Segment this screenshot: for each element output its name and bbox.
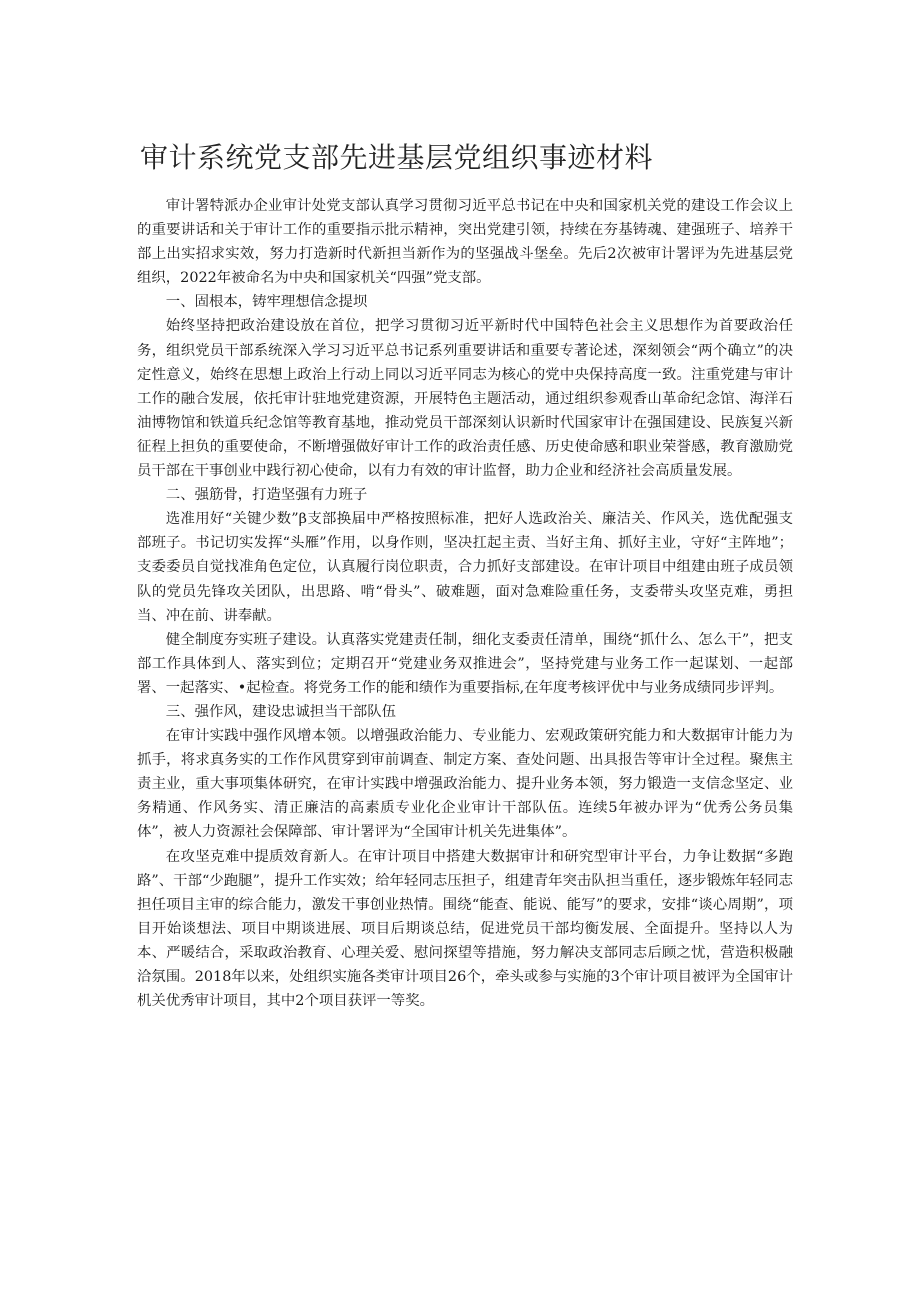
- document-body: [137, 194, 793, 1013]
- section-heading-1: 一、固根本，铸牢理想信念提坝: [165, 294, 368, 311]
- section-heading-3: 三、强作风，建设忠诚担当干部队伍: [165, 703, 397, 720]
- document-title: 审计系统党支部先进基层党组织事迹材料: [140, 141, 654, 174]
- section-2-paragraph-2: 健全制度夯实班子建设。认真落实党建责任制，细化支委责任清单，围绕“抓什么、怎么干”，把支部工作具体到人、落实到位；定期召开“党建业务双推进会”，坚持党建与业务工作一起谋划、一起部署、一起落实、•起检查。将党务工作的能和绩作为重要指标,在年度考核评优中与业务成绩同步评判。: [137, 631, 793, 696]
- section-3-paragraph-1: 在审计实践中强作风增本领。以增强政治能力、专业能力、宏观政策研究能力和大数据审计能力为抓手，将求真务实的工作作风贯穿到审前调查、制定方案、查处问题、出具报告等审计全过程。聚焦主责主业，重大事项集体研究，在审计实践中增强政治能力、提升业务本领，努力锻造一支信念坚定、业务精通、作风务实、清正廉洁的高素质专业化企业审计干部队伍。连续5年被办评为“优秀公务员集体”，被人力资源社会保障部、审计署评为“全国审计机关先进集体”。: [137, 728, 793, 841]
- intro-paragraph: 审计署特派办企业审计处党支部认真学习贯彻习近平总书记在中央和国家机关党的建设工作会议上的重要讲话和关于审计工作的重要指示批示精神，突出党建引领，持续在夯基铸魂、建强班子、培养干部上出实招求实效，努力打造新时代新担当新作为的坚强战斗堡垒。先后2次被审计署评为先进基层党组织，2022年被命名为中央和国家机关“四强”党支部。: [137, 198, 793, 287]
- section-heading-2: 二、强筋骨，打造坚强有力班子: [165, 487, 368, 504]
- section-2-paragraph-1: 选准用好“关键少数”β支部换届中严格按照标准，把好人选政治关、廉洁关、作风关，选优配强支部班子。书记切实发挥“头雁”作用，以身作则，坚决扛起主责、当好主角、抓好主业，守好“主阵地”；支委委员自觉找准角色定位，认真履行岗位职责，合力抓好支部建设。在审计项目中组建由班子成员领队的党员先锋攻关团队，出思路、啃“骨头”、破难题，面对急难险重任务，支委带头攻坚克难，勇担当、冲在前、讲奉献。: [137, 511, 793, 624]
- section-3-paragraph-2: 在攻坚克难中提质效育新人。在审计项目中搭建大数据审计和研究型审计平台，力争让数据“多跑路”、干部“少跑腿”，提升工作实效；给年轻同志压担子，组建青年突击队担当重任，逐步锻炼年轻同志担任项目主审的综合能力，激发干事创业热情。围绕“能查、能说、能写”的要求，安排“谈心周期”，项目开始谈想法、项目中期谈进展、项目后期谈总结，促进党员干部均衡发展、全面提升。坚持以人为本、严暖结合，采取政治教育、心理关爱、慰问探望等措施，努力解决支部同志后顾之忧，营造积极融洽氛围。2018年以来，处组织实施各类审计项目26个，牵头或参与实施的3个审计项目被评为全国审计机关优秀审计项目，其中2个项目获评一等奖。: [137, 848, 793, 1010]
- document-page: [137, 138, 793, 1013]
- section-1-paragraph: 始终坚持把政治建设放在首位，把学习贯彻习近平新时代中国特色社会主义思想作为首要政治任务，组织党员干部系统深入学习习近平总书记系列重要讲话和重要专著论述，深刻领会“两个确立”的决定性意义，始终在思想上政治上行动上同以习近平同志为核心的党中央保持高度一致。注重党建与审计工作的融合发展，依托审计驻地党建资源，开展特色主题活动，通过组织参观香山革命纪念馆、海洋石油博物馆和铁道兵纪念馆等教育基地，推动党员干部深刻认识新时代国家审计在强国建设、民族复兴新征程上担负的重要使命，不断增强做好审计工作的政治责任感、历史使命感和职业荣誉感，教育激励党员干部在干事创业中践行初心使命，以有力有效的审计监督，助力企业和经济社会高质量发展。: [137, 318, 793, 480]
